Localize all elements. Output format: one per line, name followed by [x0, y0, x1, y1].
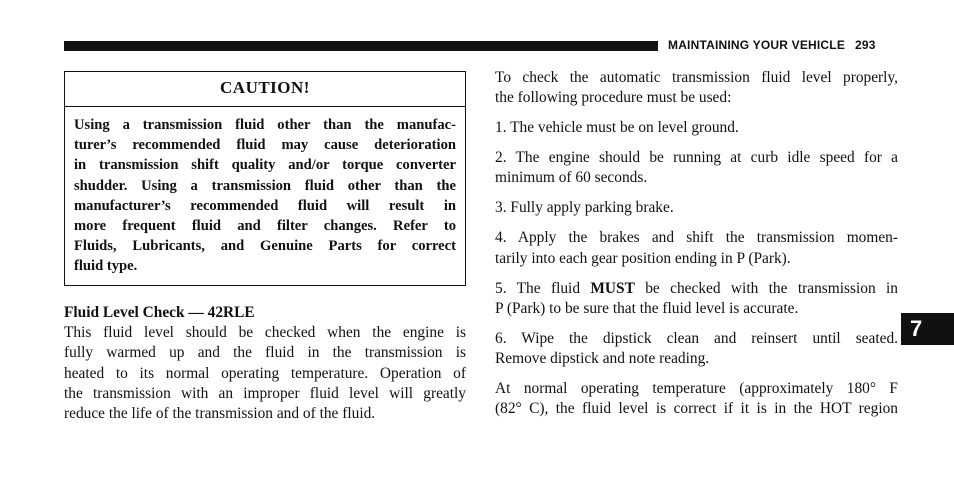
caution-line: turer’s recommended fluid may cause deterioration [74, 137, 456, 154]
body-line: 4. Apply the brakes and shift the transmission momen- [495, 229, 898, 247]
procedure-column [495, 68, 898, 429]
step-2 [495, 148, 898, 188]
chapter-tab: 7 [901, 313, 954, 345]
caution-box [64, 71, 466, 286]
body-line: fully warmed up and the fluid in the transmission is [64, 344, 466, 362]
step-5 [495, 279, 898, 319]
body-line: reduce the life of the transmission and of the fluid. [64, 405, 376, 423]
section-heading: Fluid Level Check — 42RLE [64, 304, 255, 321]
page-number: 293 [855, 38, 876, 52]
step5-prefix: 5. The fluid [495, 279, 591, 297]
closing-paragraph [495, 379, 898, 419]
body-line: the transmission with an improper fluid level will greatly [64, 384, 466, 402]
body-line: To check the automatic transmission fluid level properly, [495, 69, 898, 86]
caution-line: Using a transmission fluid other than the manufac- [74, 117, 456, 133]
body-line: 1. The vehicle must be on level ground. [495, 119, 739, 137]
fluid-level-section [64, 303, 466, 424]
intro-paragraph [495, 68, 898, 108]
caution-line: manufacturer’s recommended fluid will result in [74, 197, 456, 214]
running-header [668, 38, 876, 52]
body-line: (82° C), the fluid level is correct if it is in the HOT region [495, 400, 898, 418]
body-line: This fluid level should be checked when the engine is [64, 324, 466, 342]
body-line [495, 279, 898, 299]
body-line: 3. Fully apply parking brake. [495, 199, 674, 217]
caution-line: in transmission shift quality and/or torque converter [74, 157, 456, 174]
body-line: heated to its normal operating temperature. Operation of [64, 364, 466, 382]
body-line: Remove dipstick and note reading. [495, 350, 710, 368]
step-3 [495, 198, 898, 218]
body-line: At normal operating temperature (approximately 180° F [495, 380, 898, 398]
caution-body [65, 107, 465, 277]
body-line: 6. Wipe the dipstick clean and reinsert until seated. [495, 329, 898, 347]
caution-line: shudder. Using a transmission fluid other than the [74, 177, 456, 194]
header-rule [64, 41, 658, 51]
body-line: P (Park) to be sure that the fluid level is accurate. [495, 299, 799, 317]
step-6 [495, 329, 898, 369]
body-line: minimum of 60 seconds. [495, 169, 648, 187]
body-line: 2. The engine should be running at curb idle speed for a [495, 149, 898, 167]
step5-suffix: be checked with the transmission in [634, 279, 898, 297]
step-4 [495, 228, 898, 268]
body-line: tarily into each gear position ending in P (Park). [495, 249, 791, 267]
step5-emphasis: MUST [590, 279, 635, 297]
caution-line: more frequent fluid and filter changes. Refer to [74, 218, 456, 235]
section-title: MAINTAINING YOUR VEHICLE [668, 38, 846, 52]
caution-line: Fluids, Lubricants, and Genuine Parts for correct [74, 238, 456, 255]
body-line: the following procedure must be used: [495, 89, 732, 107]
caution-line: fluid type. [74, 258, 138, 275]
caution-title: CAUTION! [65, 72, 465, 107]
step-1 [495, 118, 898, 138]
